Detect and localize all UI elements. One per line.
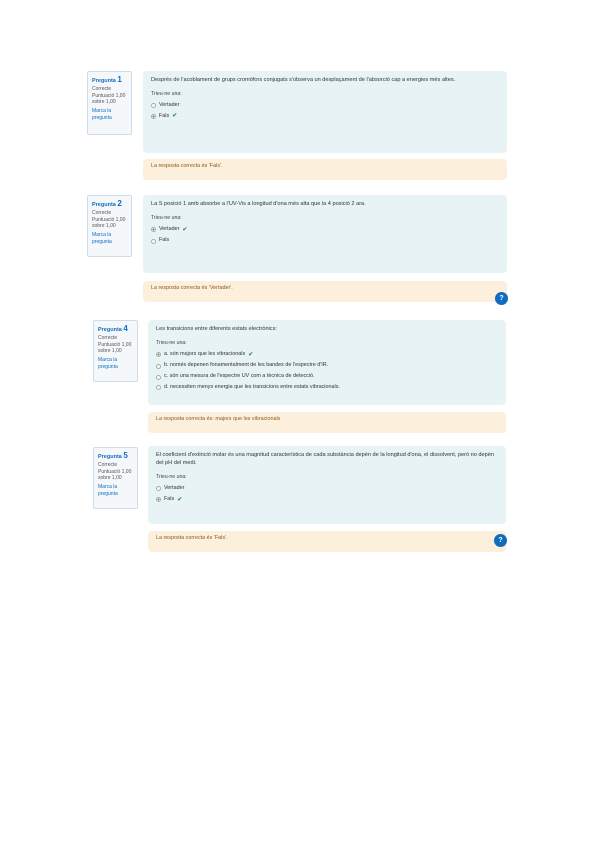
question-status: Correcte bbox=[98, 334, 118, 341]
answer-option[interactable]: d. necessiten menys energia que les transicions entre estats vibracionals. bbox=[156, 384, 498, 392]
question-info bbox=[93, 320, 138, 382]
check-icon: ✔ bbox=[177, 496, 183, 503]
flag-question-link[interactable]: Marca la pregunta bbox=[92, 232, 112, 245]
check-icon: ✔ bbox=[248, 351, 254, 358]
answer-prompt: Trieu-ne una: bbox=[156, 340, 187, 347]
radio-button[interactable] bbox=[156, 375, 161, 380]
question-content bbox=[143, 195, 507, 273]
correct-answer-feedback: La resposta correcta és 'Fals'. bbox=[143, 159, 507, 180]
radio-button[interactable] bbox=[156, 385, 161, 390]
radio-button[interactable] bbox=[151, 239, 156, 244]
question-number: Pregunta 4 bbox=[98, 324, 128, 333]
radio-button-selected[interactable] bbox=[156, 497, 161, 502]
question-score: Puntuació 1,00 sobre 1,00 bbox=[92, 216, 126, 230]
question-status: Correcte bbox=[98, 461, 118, 468]
radio-button-selected[interactable] bbox=[151, 114, 156, 119]
answer-option[interactable]: a. són majors que les vibracionals ✔ bbox=[156, 351, 498, 360]
radio-button[interactable] bbox=[156, 486, 161, 491]
question-content bbox=[143, 71, 507, 153]
radio-button[interactable] bbox=[156, 364, 161, 369]
answer-option[interactable]: c. són una mesura de l'espectre UV com a tècnica de detecció. bbox=[156, 373, 498, 381]
question-score: Puntuació 1,00 sobre 1,00 bbox=[98, 468, 132, 482]
question-number: Pregunta 1 bbox=[92, 75, 122, 84]
question-status: Correcte bbox=[92, 209, 112, 216]
question-content bbox=[148, 446, 506, 524]
check-icon: ✔ bbox=[182, 226, 188, 233]
answer-option[interactable]: Fals ✔ bbox=[151, 112, 499, 121]
answer-option[interactable]: Vertader ✔ bbox=[151, 226, 499, 235]
answer-prompt: Trieu-ne una: bbox=[151, 91, 182, 98]
radio-button[interactable] bbox=[151, 103, 156, 108]
answer-option[interactable]: Vertader bbox=[151, 102, 499, 110]
question-text: Després de l'acoblament de grups cromòfors conjugats s'observa un desplaçament de l'absorció cap a energies més altes. bbox=[151, 77, 456, 83]
answer-option[interactable]: Fals ✔ bbox=[156, 496, 498, 505]
question-status: Correcte bbox=[92, 85, 112, 92]
question-number: Pregunta 2 bbox=[92, 199, 122, 208]
radio-button-selected[interactable] bbox=[156, 352, 161, 357]
question-text: Les transicions entre diferents estats electrònics: bbox=[156, 326, 277, 332]
question-info bbox=[93, 447, 138, 509]
flag-question-link[interactable]: Marca la pregunta bbox=[98, 484, 118, 497]
question-score: Puntuació 1,00 sobre 1,00 bbox=[98, 341, 132, 355]
question-info bbox=[87, 71, 132, 135]
question-text: La S posició 1 amb absorbe a l'UV-Vis a longitud d'ona més alta que la 4 posició 2 ara. bbox=[151, 201, 366, 207]
answer-prompt: Trieu-ne una: bbox=[156, 474, 187, 481]
question-score: Puntuació 1,00 sobre 1,00 bbox=[92, 92, 126, 106]
flag-question-link[interactable]: Marca la pregunta bbox=[98, 357, 118, 370]
answer-option[interactable]: Vertader bbox=[156, 485, 498, 493]
question-info bbox=[87, 195, 132, 257]
answer-prompt: Trieu-ne una: bbox=[151, 215, 182, 222]
help-icon[interactable]: ? bbox=[495, 292, 508, 305]
correct-answer-feedback: La resposta correcta és 'Fals'. bbox=[148, 531, 506, 552]
question-content bbox=[148, 320, 506, 405]
flag-question-link[interactable]: Marca la pregunta bbox=[92, 108, 112, 121]
radio-button-selected[interactable] bbox=[151, 227, 156, 232]
answer-option[interactable]: Fals bbox=[151, 237, 499, 245]
answer-option[interactable]: b. només depenen fonamentalment de les bandes de l'espectre d'IR. bbox=[156, 362, 498, 370]
help-icon[interactable]: ? bbox=[494, 534, 507, 547]
question-number: Pregunta 5 bbox=[98, 451, 128, 460]
check-icon: ✔ bbox=[172, 113, 178, 120]
question-text: El coeficient d'extinció molar és una magnitud característica de cada substància depèn de la longitud d'ona, el dissolvent, però no depèn del pH del medi. bbox=[156, 452, 494, 467]
correct-answer-feedback: La resposta correcta és: majors que les vibracionals bbox=[148, 412, 506, 433]
correct-answer-feedback: La resposta correcta és 'Vertader'. bbox=[143, 281, 507, 302]
